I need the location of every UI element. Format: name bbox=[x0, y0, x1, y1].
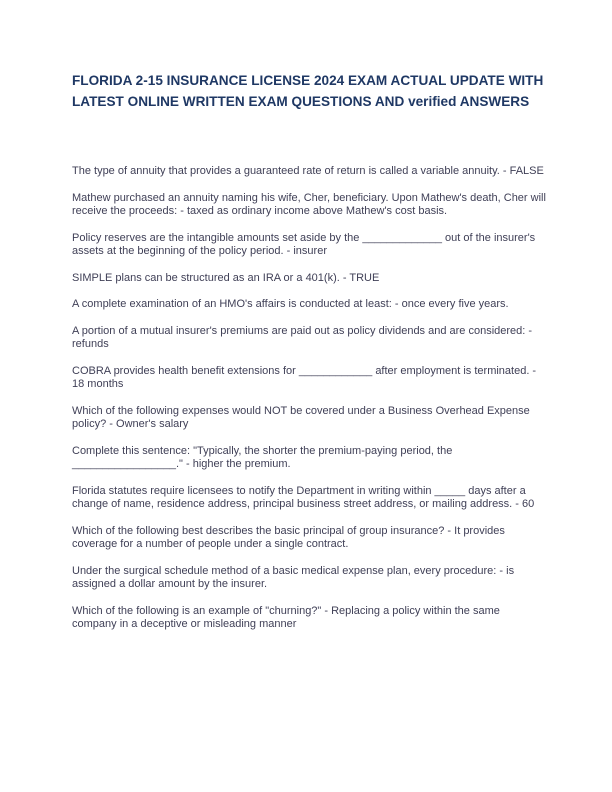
list-item: A portion of a mutual insurer's premiums are paid out as policy dividends and are considered: - refunds bbox=[72, 324, 533, 351]
list-item: Policy reserves are the intangible amounts set aside by the _____________ out of the insurer's assets at the beginning of the policy period. - insurer bbox=[72, 231, 536, 257]
list-item: Complete this sentence: "Typically, the shorter the premium-paying period, the _________________." - higher the premium. bbox=[72, 444, 453, 471]
list-item: Which of the following best describes the basic principal of group insurance? - It provides coverage for a number of people under a single contract. bbox=[72, 524, 505, 551]
list-item: Under the surgical schedule method of a basic medical expense plan, every procedure: - is assigned a dollar amount by the insurer. bbox=[72, 564, 515, 591]
list-item: The type of annuity that provides a guaranteed rate of return is called a variable annuity. - FALSE bbox=[72, 165, 544, 177]
list-item: Florida statutes require licensees to notify the Department in writing within _____ days after a change of name, residence address, principal business street address, or mailing address. - 60 bbox=[72, 484, 535, 511]
list-item: Which of the following is an example of "churning?" - Replacing a policy within the same company in a deceptive or misleading manner bbox=[72, 604, 500, 631]
document-title: FLORIDA 2-15 INSURANCE LICENSE 2024 EXAM ACTUAL UPDATE WITH LATEST ONLINE WRITTEN EXAM QUESTIONS AND verified ANSWERS bbox=[72, 73, 544, 109]
list-item: Which of the following expenses would NOT be covered under a Business Overhead Expense policy? - Owner's salary bbox=[72, 404, 530, 431]
question-answer-list bbox=[72, 165, 547, 645]
list-item: Mathew purchased an annuity naming his wife, Cher, beneficiary. Upon Mathew's death, Cher will receive the proceeds: - taxed as ordinary income above Mathew's cost basis. bbox=[72, 191, 546, 217]
list-item: COBRA provides health benefit extensions for ____________ after employment is terminated. - 18 months bbox=[72, 364, 537, 391]
list-item: SIMPLE plans can be structured as an IRA or a 401(k). - TRUE bbox=[72, 271, 380, 284]
list-item: A complete examination of an HMO's affairs is conducted at least: - once every five years. bbox=[72, 298, 509, 311]
